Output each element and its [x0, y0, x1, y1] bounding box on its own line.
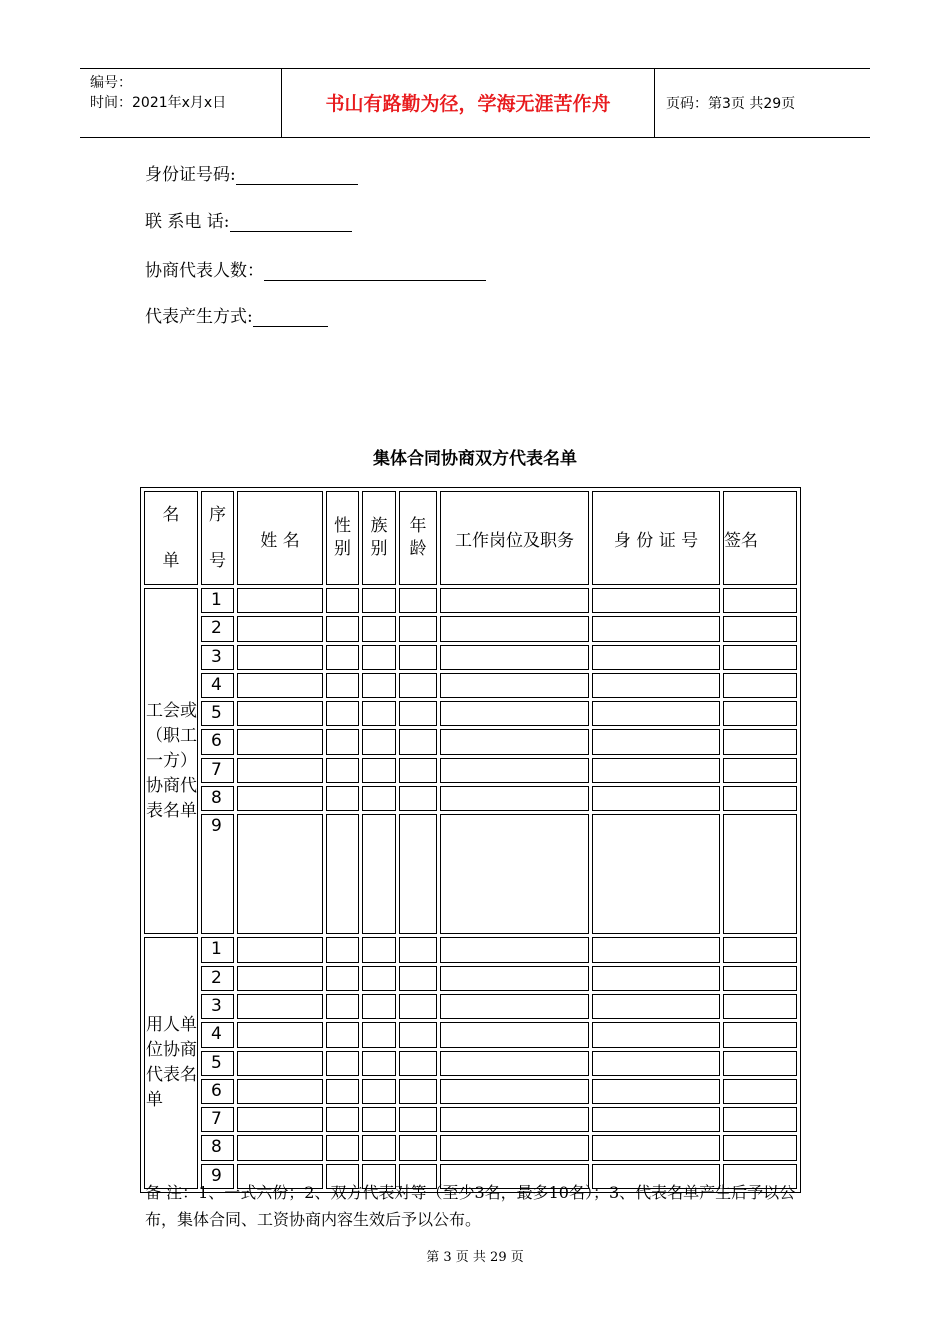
cell-name[interactable] [237, 758, 323, 783]
cell-id[interactable] [592, 786, 720, 811]
cell-sign[interactable] [723, 673, 797, 698]
cell-gender[interactable] [326, 673, 359, 698]
table-row [144, 701, 797, 726]
cell-age[interactable] [399, 616, 437, 641]
cell-ethnic[interactable] [362, 701, 396, 726]
cell-id[interactable] [592, 966, 720, 991]
cell-sign[interactable] [723, 1107, 797, 1132]
table-row [144, 1107, 797, 1132]
table-header-row [144, 491, 797, 585]
row-number: 6 [201, 1079, 234, 1104]
header-page-info: 页码：第3页 共29页 [666, 96, 796, 112]
cell-position[interactable] [440, 1135, 589, 1160]
field-blank[interactable] [236, 166, 358, 185]
table-row [144, 758, 797, 783]
row-number: 8 [201, 1135, 234, 1160]
cell-name[interactable] [237, 1051, 323, 1076]
row-number: 5 [201, 701, 234, 726]
cell-id[interactable] [592, 758, 720, 783]
cell-id[interactable] [592, 616, 720, 641]
row-number: 9 [201, 814, 234, 934]
col-header-age: 年 龄 [399, 491, 437, 585]
cell-age[interactable] [399, 966, 437, 991]
cell-sign[interactable] [723, 814, 797, 934]
cell-sign[interactable] [723, 786, 797, 811]
row-number: 7 [201, 758, 234, 783]
cell-name[interactable] [237, 966, 323, 991]
col-header-id: 身 份 证 号 [592, 491, 720, 585]
cell-sign[interactable] [723, 701, 797, 726]
cell-age[interactable] [399, 729, 437, 754]
table-row [144, 937, 797, 962]
col-header-position: 工作岗位及职务 [440, 491, 589, 585]
col-header-seq: 序 号 [201, 491, 234, 585]
field-label: 代表产生方式: [145, 307, 253, 327]
cell-name[interactable] [237, 1079, 323, 1104]
time-label: 时间：2021年x月x日 [90, 95, 227, 111]
table-row [144, 645, 797, 670]
table-row [144, 729, 797, 754]
table-row [144, 994, 797, 1019]
cell-gender[interactable] [326, 786, 359, 811]
cell-age[interactable] [399, 1022, 437, 1047]
table-row [144, 786, 797, 811]
cell-sign[interactable] [723, 966, 797, 991]
cell-ethnic[interactable] [362, 673, 396, 698]
cell-position[interactable] [440, 966, 589, 991]
row-number: 2 [201, 966, 234, 991]
group-label-employer: 用人单位协商代表名单 [144, 937, 198, 1189]
table-title: 集体合同协商双方代表名单 [373, 449, 577, 469]
field-selection-method [145, 302, 328, 327]
cell-age[interactable] [399, 937, 437, 962]
cell-position[interactable] [440, 1079, 589, 1104]
cell-gender[interactable] [326, 814, 359, 934]
cell-position[interactable] [440, 786, 589, 811]
field-blank[interactable] [230, 213, 352, 232]
cell-ethnic[interactable] [362, 616, 396, 641]
cell-name[interactable] [237, 729, 323, 754]
row-number: 9 [201, 1164, 234, 1189]
cell-sign[interactable] [723, 645, 797, 670]
cell-id[interactable] [592, 814, 720, 934]
row-number: 3 [201, 645, 234, 670]
cell-ethnic[interactable] [362, 786, 396, 811]
cell-age[interactable] [399, 814, 437, 934]
cell-age[interactable] [399, 701, 437, 726]
cell-position[interactable] [440, 937, 589, 962]
row-number: 1 [201, 588, 234, 613]
cell-age[interactable] [399, 758, 437, 783]
cell-age[interactable] [399, 786, 437, 811]
cell-name[interactable] [237, 616, 323, 641]
cell-name[interactable] [237, 994, 323, 1019]
cell-ethnic[interactable] [362, 994, 396, 1019]
cell-ethnic[interactable] [362, 1051, 396, 1076]
code-label: 编号： [90, 75, 132, 91]
cell-name[interactable] [237, 786, 323, 811]
cell-id[interactable] [592, 701, 720, 726]
cell-name[interactable] [237, 701, 323, 726]
cell-ethnic[interactable] [362, 814, 396, 934]
field-blank[interactable] [264, 262, 486, 281]
cell-gender[interactable] [326, 729, 359, 754]
cell-gender[interactable] [326, 645, 359, 670]
table-row [144, 673, 797, 698]
cell-position[interactable] [440, 1022, 589, 1047]
table-row [144, 814, 797, 934]
cell-name[interactable] [237, 1107, 323, 1132]
field-phone [145, 207, 352, 232]
cell-age[interactable] [399, 645, 437, 670]
cell-sign[interactable] [723, 1135, 797, 1160]
cell-ethnic[interactable] [362, 1022, 396, 1047]
table-row [144, 1135, 797, 1160]
cell-gender[interactable] [326, 1079, 359, 1104]
row-number: 4 [201, 673, 234, 698]
cell-id[interactable] [592, 994, 720, 1019]
cell-sign[interactable] [723, 729, 797, 754]
cell-position[interactable] [440, 645, 589, 670]
cell-id[interactable] [592, 673, 720, 698]
cell-position[interactable] [440, 616, 589, 641]
col-header-group: 名 单 [144, 491, 198, 585]
row-number: 5 [201, 1051, 234, 1076]
cell-ethnic[interactable] [362, 758, 396, 783]
cell-ethnic[interactable] [362, 645, 396, 670]
cell-sign[interactable] [723, 1022, 797, 1047]
cell-id[interactable] [592, 729, 720, 754]
cell-gender[interactable] [326, 994, 359, 1019]
field-blank[interactable] [253, 308, 328, 327]
cell-gender[interactable] [326, 1135, 359, 1160]
header-meta [90, 73, 226, 113]
field-label: 身份证号码: [145, 165, 236, 185]
cell-gender[interactable] [326, 966, 359, 991]
note-text: 备 注：1、一式六份；2、双方代表对等（至少3名，最多10名）；3、代表名单产生后予以公布，集体合同、工资协商内容生效后予以公布。 [145, 1183, 796, 1229]
cell-position[interactable] [440, 588, 589, 613]
table-row [144, 588, 797, 613]
cell-age[interactable] [399, 1051, 437, 1076]
cell-ethnic[interactable] [362, 937, 396, 962]
cell-position[interactable] [440, 758, 589, 783]
cell-id[interactable] [592, 1022, 720, 1047]
row-number: 2 [201, 616, 234, 641]
cell-age[interactable] [399, 1079, 437, 1104]
cell-id[interactable] [592, 645, 720, 670]
cell-ethnic[interactable] [362, 1079, 396, 1104]
cell-id[interactable] [592, 588, 720, 613]
cell-position[interactable] [440, 1107, 589, 1132]
col-header-name: 姓 名 [237, 491, 323, 585]
field-id-number [145, 160, 358, 185]
cell-gender[interactable] [326, 701, 359, 726]
header-motto: 书山有路勤为径，学海无涯苦作舟 [325, 93, 611, 115]
cell-age[interactable] [399, 588, 437, 613]
cell-age[interactable] [399, 1135, 437, 1160]
cell-name[interactable] [237, 645, 323, 670]
cell-name[interactable] [237, 814, 323, 934]
cell-position[interactable] [440, 729, 589, 754]
cell-gender[interactable] [326, 616, 359, 641]
field-label: 联 系电 话: [145, 212, 230, 232]
cell-name[interactable] [237, 1135, 323, 1160]
row-number: 4 [201, 1022, 234, 1047]
cell-name[interactable] [237, 673, 323, 698]
cell-gender[interactable] [326, 937, 359, 962]
table-row [144, 1022, 797, 1047]
cell-gender[interactable] [326, 758, 359, 783]
cell-position[interactable] [440, 814, 589, 934]
row-number: 8 [201, 786, 234, 811]
cell-sign[interactable] [723, 616, 797, 641]
field-label: 协商代表人数： [145, 261, 264, 281]
row-number: 3 [201, 994, 234, 1019]
cell-id[interactable] [592, 1051, 720, 1076]
cell-position[interactable] [440, 673, 589, 698]
group-label-union: 工会或（职工一方）协商代表名单 [144, 588, 198, 934]
table-row [144, 1051, 797, 1076]
cell-ethnic[interactable] [362, 588, 396, 613]
cell-name[interactable] [237, 937, 323, 962]
field-rep-count [145, 256, 486, 281]
cell-age[interactable] [399, 673, 437, 698]
cell-gender[interactable] [326, 1107, 359, 1132]
header-divider [654, 69, 655, 137]
cell-name[interactable] [237, 588, 323, 613]
col-header-gender: 性 别 [326, 491, 359, 585]
row-number: 6 [201, 729, 234, 754]
cell-ethnic[interactable] [362, 1107, 396, 1132]
representative-table [140, 487, 801, 1193]
cell-gender[interactable] [326, 1022, 359, 1047]
cell-id[interactable] [592, 1079, 720, 1104]
cell-ethnic[interactable] [362, 966, 396, 991]
cell-name[interactable] [237, 1022, 323, 1047]
cell-sign[interactable] [723, 1051, 797, 1076]
cell-position[interactable] [440, 994, 589, 1019]
page-header [80, 68, 870, 138]
page-footer: 第 3 页 共 29 页 [426, 1250, 524, 1265]
row-number: 7 [201, 1107, 234, 1132]
cell-ethnic[interactable] [362, 729, 396, 754]
cell-id[interactable] [592, 1135, 720, 1160]
cell-age[interactable] [399, 1107, 437, 1132]
cell-sign[interactable] [723, 1079, 797, 1104]
row-number: 1 [201, 937, 234, 962]
table-row [144, 966, 797, 991]
cell-position[interactable] [440, 701, 589, 726]
cell-ethnic[interactable] [362, 1135, 396, 1160]
cell-age[interactable] [399, 994, 437, 1019]
col-header-sign: 签名 [723, 491, 797, 585]
cell-gender[interactable] [326, 1051, 359, 1076]
cell-id[interactable] [592, 937, 720, 962]
cell-sign[interactable] [723, 758, 797, 783]
cell-gender[interactable] [326, 588, 359, 613]
cell-sign[interactable] [723, 937, 797, 962]
table-row [144, 1079, 797, 1104]
table-row [144, 616, 797, 641]
cell-id[interactable] [592, 1107, 720, 1132]
col-header-ethnic: 族 别 [362, 491, 396, 585]
cell-position[interactable] [440, 1051, 589, 1076]
cell-sign[interactable] [723, 994, 797, 1019]
cell-sign[interactable] [723, 588, 797, 613]
